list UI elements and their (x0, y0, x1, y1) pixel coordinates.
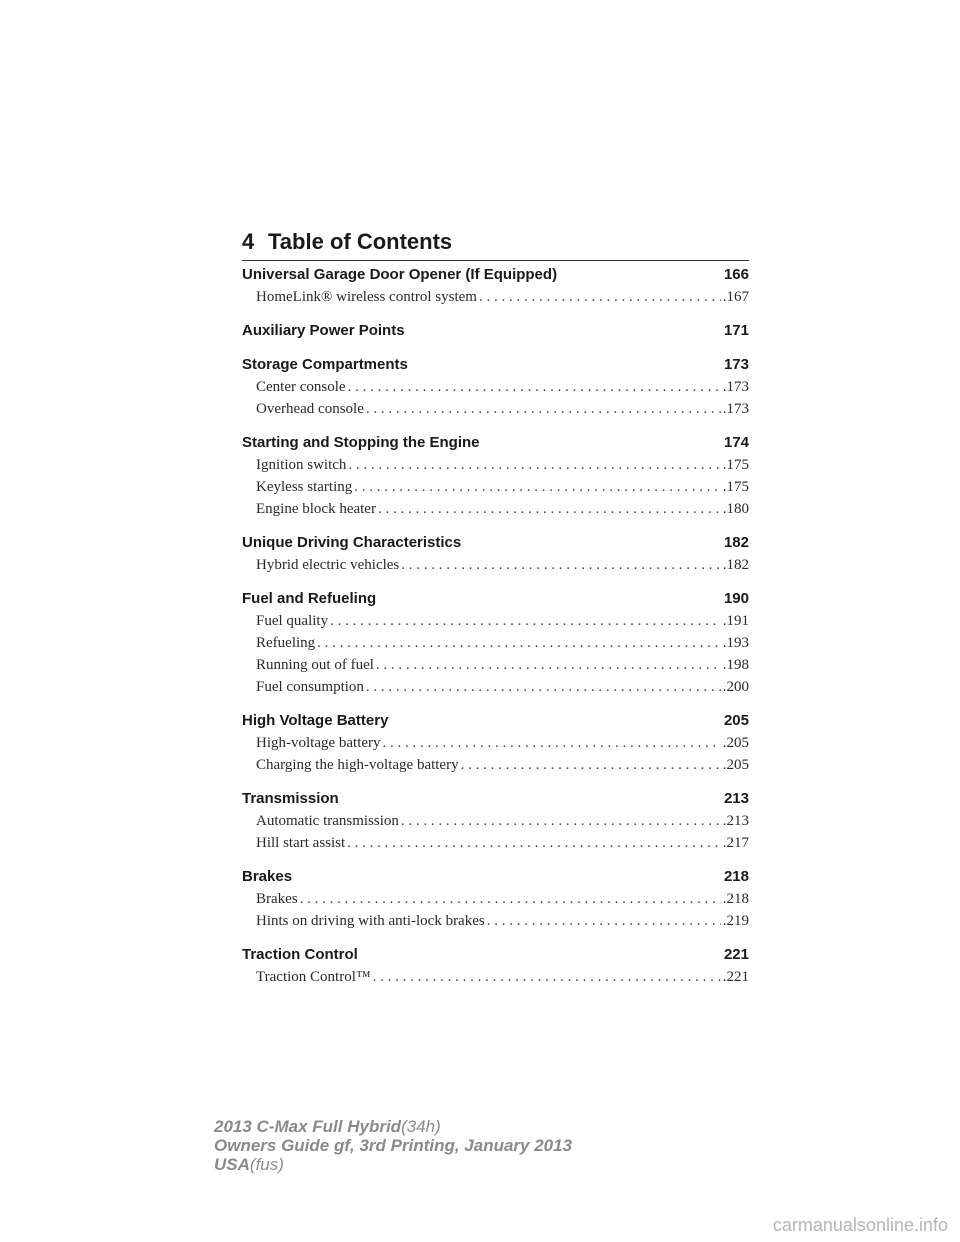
toc-entry[interactable] (242, 554, 749, 576)
toc-entry[interactable] (242, 376, 749, 398)
watermark: carmanualsonline.info (772, 1215, 948, 1235)
toc-section (242, 432, 749, 520)
entry-title: Engine block heater (256, 501, 376, 517)
section-page-number: 205 (723, 712, 749, 729)
toc-entry[interactable] (242, 476, 749, 498)
entry-title: Keyless starting (256, 479, 353, 495)
toc-section-heading[interactable] (242, 710, 749, 732)
dot-leader (487, 910, 721, 932)
toc-section (242, 354, 749, 420)
toc-section-heading[interactable] (242, 354, 749, 376)
section-page-number: 171 (723, 322, 749, 339)
dot-leader (378, 498, 721, 520)
section-title: Transmission (242, 790, 339, 807)
dot-leader (348, 454, 720, 476)
toc-section (242, 866, 749, 932)
entry-title: Hints on driving with anti-lock brakes (256, 913, 485, 929)
entry-page-number: .193 (722, 635, 749, 651)
toc-entry[interactable] (242, 966, 749, 988)
section-title: Unique Driving Characteristics (242, 534, 462, 551)
toc-entry[interactable] (242, 676, 749, 698)
dot-leader (401, 810, 721, 832)
footer-market: USA (214, 1155, 250, 1174)
dot-leader (348, 376, 721, 398)
dot-leader (373, 966, 721, 988)
page-number: 4 (242, 229, 255, 254)
dot-leader (330, 610, 721, 632)
toc-entry[interactable] (242, 732, 749, 754)
dot-leader (317, 632, 721, 654)
toc-section (242, 532, 749, 576)
entry-title: Refueling (256, 635, 316, 651)
footer-model: 2013 C-Max Full Hybrid (214, 1117, 402, 1136)
toc-section-heading[interactable] (242, 532, 749, 554)
entry-page-number: .198 (722, 657, 749, 673)
entry-page-number: .180 (722, 501, 749, 517)
entry-title: Overhead console (256, 401, 364, 417)
footer-line-2: Owners Guide gf, 3rd Printing, January 2013 (214, 1136, 573, 1155)
toc-entry[interactable] (242, 454, 749, 476)
section-title: Starting and Stopping the Engine (242, 434, 480, 451)
section-page-number: 174 (723, 434, 749, 451)
entry-page-number: .167 (722, 289, 749, 305)
entry-title: Running out of fuel (256, 657, 374, 673)
entry-page-number: .191 (722, 613, 749, 629)
toc-section (242, 264, 749, 308)
entry-page-number: .173 (722, 401, 749, 417)
toc-section-heading[interactable] (242, 432, 749, 454)
footer-model-code: (34h) (401, 1117, 441, 1136)
footer-market-code: (fus) (249, 1155, 284, 1174)
entry-title: Brakes (256, 891, 298, 907)
section-page-number: 221 (723, 946, 749, 963)
toc-section (242, 944, 749, 988)
toc-section-heading[interactable] (242, 866, 749, 888)
section-page-number: 213 (723, 790, 749, 807)
entry-page-number: .175 (722, 457, 749, 473)
section-title: Storage Compartments (242, 356, 408, 373)
entry-title: High-voltage battery (256, 735, 381, 751)
toc-entry[interactable] (242, 832, 749, 854)
footer-line-1 (214, 1117, 572, 1136)
entry-page-number: .205 (722, 757, 749, 773)
dot-leader (366, 676, 721, 698)
toc-section-heading[interactable] (242, 588, 749, 610)
dot-leader (366, 398, 721, 420)
section-page-number: 173 (723, 356, 749, 373)
toc-entry[interactable] (242, 754, 749, 776)
toc-entry[interactable] (242, 810, 749, 832)
toc-section-heading[interactable] (242, 320, 749, 342)
toc-section (242, 710, 749, 776)
dot-leader (383, 732, 721, 754)
section-title: Fuel and Refueling (242, 590, 377, 607)
entry-page-number: .213 (722, 813, 749, 829)
table-of-contents (242, 264, 749, 1000)
toc-section (242, 320, 749, 342)
toc-entry[interactable] (242, 632, 749, 654)
entry-page-number: .219 (722, 913, 749, 929)
entry-title: Fuel consumption (256, 679, 364, 695)
section-page-number: 182 (723, 534, 749, 551)
entry-page-number: .221 (722, 969, 749, 985)
toc-entry[interactable] (242, 398, 749, 420)
page-header (242, 229, 749, 261)
toc-entry[interactable] (242, 888, 749, 910)
entry-page-number: .182 (722, 557, 749, 573)
toc-entry[interactable] (242, 286, 749, 308)
entry-page-number: .218 (722, 891, 749, 907)
entry-page-number: .175 (722, 479, 749, 495)
dot-leader (300, 888, 721, 910)
section-title: High Voltage Battery (242, 712, 389, 729)
dot-leader (354, 476, 721, 498)
dot-leader (347, 832, 721, 854)
entry-title: Charging the high-voltage battery (256, 757, 459, 773)
section-title: Brakes (242, 868, 293, 885)
dot-leader (376, 654, 721, 676)
dot-leader (401, 554, 720, 576)
toc-section-heading[interactable] (242, 788, 749, 810)
section-page-number: 190 (723, 590, 749, 607)
entry-title: Automatic transmission (256, 813, 399, 829)
entry-page-number: .173 (722, 379, 749, 395)
entry-title: Hill start assist (256, 835, 346, 851)
dot-leader (461, 754, 721, 776)
toc-section (242, 588, 749, 698)
section-title: Traction Control (242, 946, 358, 963)
entry-title: Traction Control™ (256, 969, 371, 985)
entry-title: Hybrid electric vehicles (256, 557, 400, 573)
toc-section (242, 788, 749, 854)
entry-title: Ignition switch (256, 457, 347, 473)
page-title: Table of Contents (268, 229, 453, 254)
toc-entry[interactable] (242, 910, 749, 932)
footer-line-3 (214, 1155, 572, 1174)
entry-page-number: .200 (722, 679, 749, 695)
dot-leader (479, 286, 721, 308)
entry-title: Center console (256, 379, 346, 395)
entry-page-number: .205 (722, 735, 749, 751)
toc-entry[interactable] (242, 654, 749, 676)
section-page-number: 218 (723, 868, 749, 885)
section-title: Universal Garage Door Opener (If Equipped) (242, 266, 558, 283)
section-title: Auxiliary Power Points (242, 322, 405, 339)
entry-title: HomeLink® wireless control system (256, 289, 477, 305)
toc-entry[interactable] (242, 610, 749, 632)
toc-section-heading[interactable] (242, 264, 749, 286)
footer (214, 1117, 572, 1174)
entry-title: Fuel quality (256, 613, 329, 629)
toc-entry[interactable] (242, 498, 749, 520)
toc-section-heading[interactable] (242, 944, 749, 966)
entry-page-number: .217 (722, 835, 749, 851)
section-page-number: 166 (723, 266, 749, 283)
